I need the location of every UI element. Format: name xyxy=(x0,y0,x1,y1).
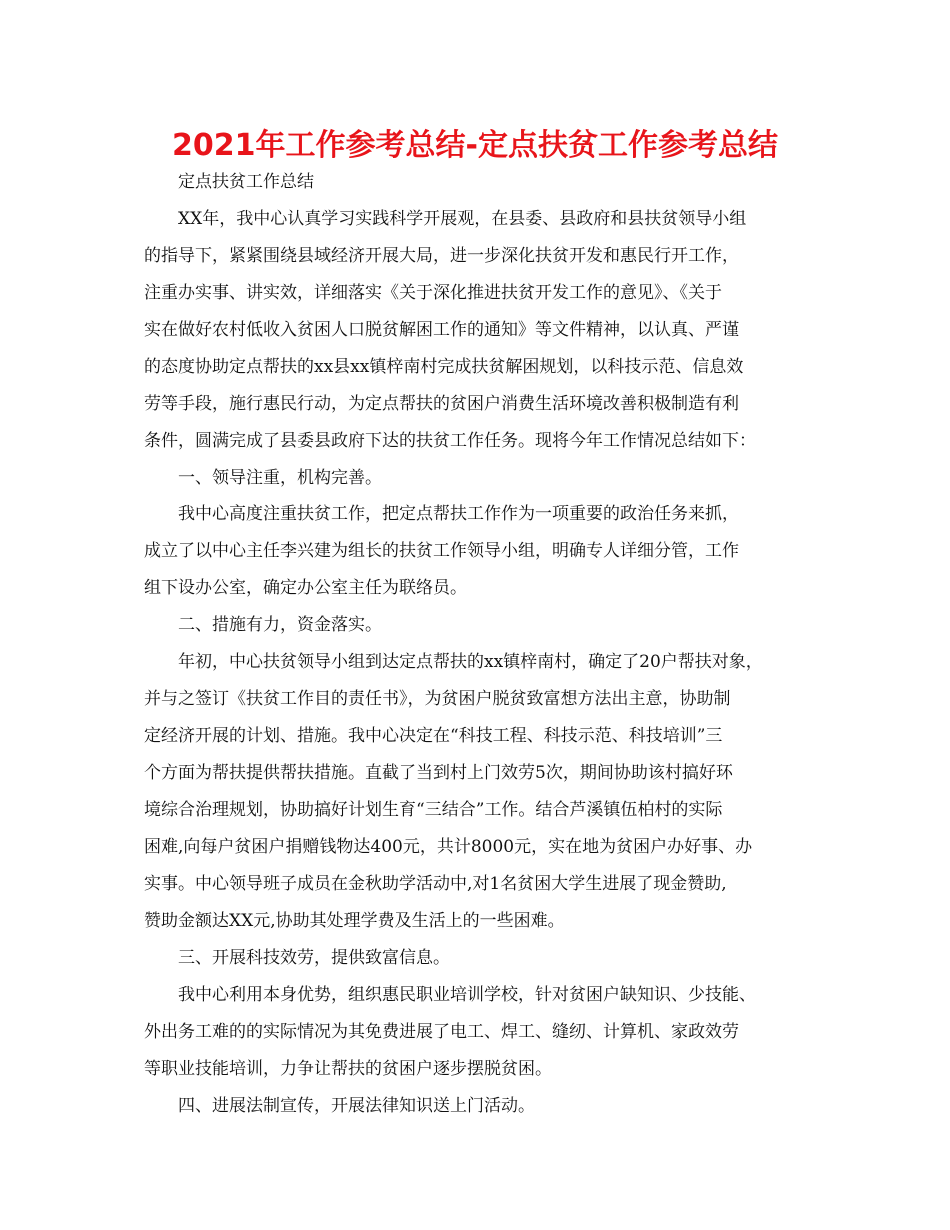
paragraph-line: 注重办实事、讲实效，详细落实《关于深化推进扶贫开发工作的意见》、《关于 xyxy=(144,283,722,303)
document-title: 2021年工作参考总结-定点扶贫工作参考总结 xyxy=(172,128,778,163)
paragraph-line: 的指导下，紧紧围绕县域经济开展大局，进一步深化扶贫开发和惠民行开工作， xyxy=(144,246,739,266)
paragraph-line: 实在做好农村低收入贫困人口脱贫解困工作的通知》等文件精神，以认真、严谨 xyxy=(144,320,739,340)
paragraph-line: 我中心利用本身优势，组织惠民职业培训学校，针对贫困户缺知识、少技能、 xyxy=(178,985,756,1005)
paragraph-line: XX年，我中心认真学习实践科学开展观，在县委、县政府和县扶贫领导小组 xyxy=(178,209,747,229)
paragraph-line: 成立了以中心主任李兴建为组长的扶贫工作领导小组，明确专人详细分管，工作 xyxy=(144,541,739,561)
paragraph-line: 定经济开展的计划、措施。我中心决定在“科技工程、科技示范、科技培训”三 xyxy=(144,726,723,746)
paragraph-line: 赞助金额达XX元,协助其处理学费及生活上的一些困难。 xyxy=(144,911,565,931)
paragraph-line: 个方面为帮扶提供帮扶措施。直截了当到村上门效劳5次，期间协助该村搞好环 xyxy=(144,763,733,783)
paragraph-line: 的态度协助定点帮扶的xx县xx镇梓南村完成扶贫解困规划，以科技示范、信息效 xyxy=(144,357,744,377)
paragraph-line: 年初，中心扶贫领导小组到达定点帮扶的xx镇梓南村，确定了20户帮扶对象， xyxy=(178,652,763,672)
paragraph-line: 组下设办公室，确定办公室主任为联络员。 xyxy=(144,578,467,598)
paragraph-line: 我中心高度注重扶贫工作，把定点帮扶工作作为一项重要的政治任务来抓， xyxy=(178,504,739,524)
section-heading: 四、进展法制宣传，开展法律知识送上门活动。 xyxy=(178,1096,535,1116)
paragraph-line: 境综合治理规划，协助搞好计划生育“三结合”工作。结合芦溪镇伍柏村的实际 xyxy=(144,800,723,820)
paragraph-line: 外出务工难的的实际情况为其免费进展了电工、焊工、缝纫、计算机、家政效劳 xyxy=(144,1022,739,1042)
section-heading: 三、开展科技效劳，提供致富信息。 xyxy=(178,948,450,968)
paragraph-line: 实事。中心领导班子成员在金秋助学活动中,对1名贫困大学生进展了现金赞助, xyxy=(144,874,727,894)
paragraph-line: 并与之签订《扶贫工作目的责任书》，为贫困户脱贫致富想方法出主意，协助制 xyxy=(144,689,731,709)
section-heading: 二、措施有力，资金落实。 xyxy=(178,615,382,635)
document-subtitle: 定点扶贫工作总结 xyxy=(178,172,314,192)
paragraph-line: 劳等手段，施行惠民行动，为定点帮扶的贫困户消费生活环境改善积极制造有利 xyxy=(144,394,739,414)
paragraph-line: 困难,向每户贫困户捐赠钱物达400元，共计8000元，实在地为贫困户办好事、办 xyxy=(144,837,753,857)
paragraph-line: 条件，圆满完成了县委县政府下达的扶贫工作任务。现将今年工作情况总结如下： xyxy=(144,431,756,451)
section-heading: 一、领导注重，机构完善。 xyxy=(178,468,382,488)
paragraph-line: 等职业技能培训，力争让帮扶的贫困户逐步摆脱贫困。 xyxy=(144,1059,552,1079)
